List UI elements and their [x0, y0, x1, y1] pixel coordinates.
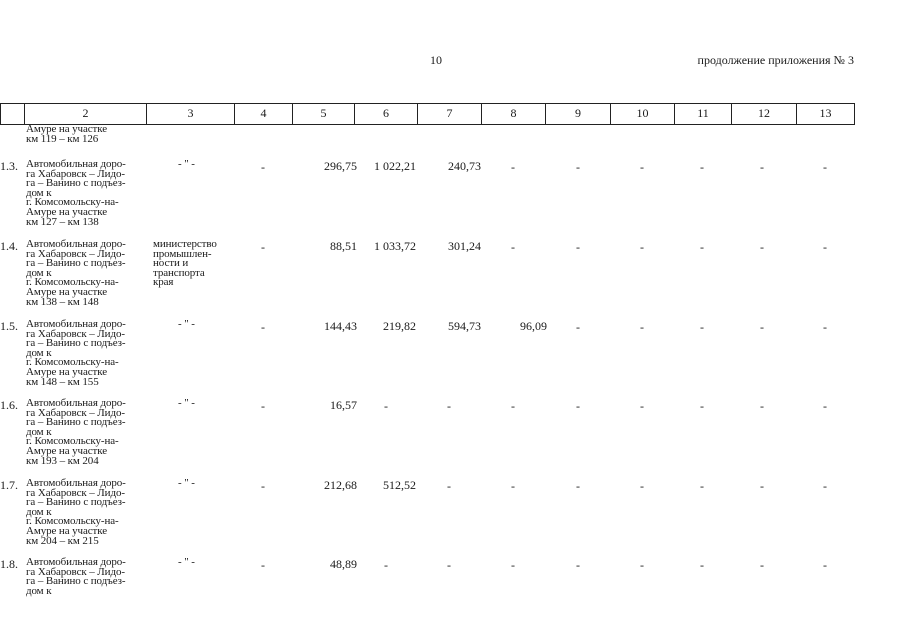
cell-col7: 301,24	[448, 239, 481, 253]
road-name: Автомобильная доро- га Хабаровск – Лидо- га – Ванино с подъез- дом к г. Комсомольску-на- Амуре на участке км 193 – км 204	[26, 397, 126, 467]
cell-col4: -	[261, 320, 265, 334]
cell-col10: -	[640, 399, 644, 413]
cell-col8: -	[511, 160, 515, 174]
continuation-label: продолжение приложения № 3	[697, 53, 854, 67]
cell-col11: -	[700, 399, 704, 413]
cell-col4: -	[261, 479, 265, 493]
cell-col10: -	[640, 320, 644, 334]
cell-col4: -	[261, 160, 265, 174]
cell-col10: -	[640, 558, 644, 572]
cell-col12: -	[760, 160, 764, 174]
cell-col9: -	[576, 399, 580, 413]
header-cell-2: 2	[24, 104, 146, 124]
cell-col10: -	[640, 160, 644, 174]
cell-col8: 96,09	[520, 319, 547, 333]
cell-col5: 88,51	[330, 239, 357, 253]
cell-col13: -	[823, 320, 827, 334]
header-cell-11: 11	[674, 104, 731, 124]
cell-col13: -	[823, 558, 827, 572]
cell-col7: 240,73	[448, 159, 481, 173]
cell-col5: 212,68	[324, 478, 357, 492]
cell-col11: -	[700, 320, 704, 334]
cell-col7: 594,73	[448, 319, 481, 333]
header-cell-1	[0, 104, 24, 124]
row-number: 1.7.	[0, 478, 18, 492]
road-name: Автомобильная доро- га Хабаровск – Лидо- га – Ванино с подъез- дом к г. Комсомольску-на- Амуре на участке км 138 – км 148	[26, 238, 126, 308]
row-number: 1.4.	[0, 239, 18, 253]
cell-col6: 1 022,21	[374, 159, 416, 173]
cell-col13: -	[823, 479, 827, 493]
cell-col12: -	[760, 479, 764, 493]
cell-col13: -	[823, 240, 827, 254]
cell-col12: -	[760, 558, 764, 572]
owner-cell: - " -	[178, 477, 195, 489]
owner-cell: - " -	[178, 556, 195, 568]
cell-col9: -	[576, 320, 580, 334]
cell-col7: -	[447, 479, 451, 493]
cell-col11: -	[700, 558, 704, 572]
cell-col12: -	[760, 320, 764, 334]
header-cell-3: 3	[146, 104, 234, 124]
cell-col9: -	[576, 558, 580, 572]
cell-col10: -	[640, 240, 644, 254]
cell-col5: 48,89	[330, 557, 357, 571]
road-name: Автомобильная доро- га Хабаровск – Лидо- га – Ванино с подъез- дом к	[26, 556, 126, 597]
cell-col5: 144,43	[324, 319, 357, 333]
owner-cell: министерство промышлен- ности и транспорта края	[153, 238, 217, 289]
header-cell-7: 7	[417, 104, 481, 124]
cell-col4: -	[261, 240, 265, 254]
cell-col8: -	[511, 399, 515, 413]
owner-cell: - " -	[178, 158, 195, 170]
row-number: 1.6.	[0, 398, 18, 412]
owner-cell: - " -	[178, 318, 195, 330]
cell-col9: -	[576, 160, 580, 174]
cell-col6: 219,82	[383, 319, 416, 333]
cell-col6: -	[384, 558, 388, 572]
cell-col8: -	[511, 479, 515, 493]
cell-col4: -	[261, 399, 265, 413]
header-cell-4: 4	[234, 104, 292, 124]
table-header	[0, 103, 855, 125]
header-cell-13: 13	[796, 104, 855, 124]
cell-col12: -	[760, 240, 764, 254]
header-cell-6: 6	[354, 104, 417, 124]
cell-col8: -	[511, 240, 515, 254]
carry-over-text: Амуре на участке км 119 – км 126	[26, 123, 108, 145]
cell-col6: -	[384, 399, 388, 413]
cell-col9: -	[576, 479, 580, 493]
cell-col11: -	[700, 479, 704, 493]
cell-col4: -	[261, 558, 265, 572]
row-number: 1.5.	[0, 319, 18, 333]
cell-col10: -	[640, 479, 644, 493]
header-cell-8: 8	[481, 104, 545, 124]
cell-col6: 512,52	[383, 478, 416, 492]
road-name: Автомобильная доро- га Хабаровск – Лидо- га – Ванино с подъез- дом к г. Комсомольску-на- Амуре на участке км 204 – км 215	[26, 477, 126, 547]
cell-col11: -	[700, 160, 704, 174]
header-cell-10: 10	[610, 104, 674, 124]
header-cell-9: 9	[545, 104, 610, 124]
cell-col7: -	[447, 399, 451, 413]
cell-col13: -	[823, 160, 827, 174]
row-number: 1.8.	[0, 557, 18, 571]
cell-col7: -	[447, 558, 451, 572]
cell-col8: -	[511, 558, 515, 572]
page-number: 10	[430, 53, 442, 67]
header-cell-5: 5	[292, 104, 354, 124]
row-number: 1.3.	[0, 159, 18, 173]
road-name: Автомобильная доро- га Хабаровск – Лидо- га – Ванино с подъез- дом к г. Комсомольску-на- Амуре на участке км 127 – км 138	[26, 158, 126, 228]
owner-cell: - " -	[178, 397, 195, 409]
cell-col6: 1 033,72	[374, 239, 416, 253]
header-cell-12: 12	[731, 104, 796, 124]
road-name: Автомобильная доро- га Хабаровск – Лидо- га – Ванино с подъез- дом к г. Комсомольску-на- Амуре на участке км 148 – км 155	[26, 318, 126, 388]
cell-col5: 16,57	[330, 398, 357, 412]
cell-col12: -	[760, 399, 764, 413]
cell-col11: -	[700, 240, 704, 254]
cell-col5: 296,75	[324, 159, 357, 173]
cell-col9: -	[576, 240, 580, 254]
cell-col13: -	[823, 399, 827, 413]
